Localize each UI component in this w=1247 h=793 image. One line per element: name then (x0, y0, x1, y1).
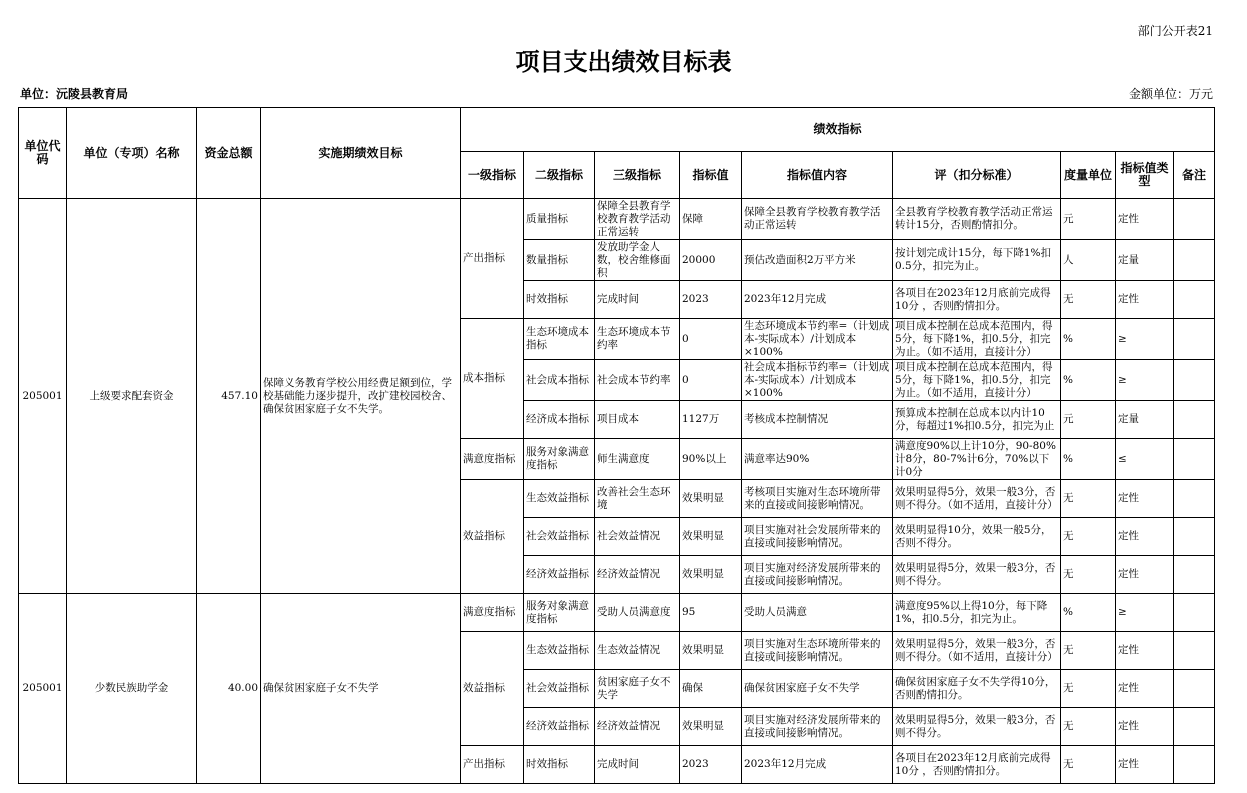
cell-note (1174, 401, 1215, 439)
cell-l3 (595, 199, 680, 240)
cell-measure (1061, 439, 1116, 480)
cell-note (1174, 518, 1215, 556)
cell-vtype-text: 定性 (1118, 530, 1139, 542)
project-name: 上级要求配套资金 (67, 199, 197, 594)
cell-vtype (1116, 518, 1174, 556)
header-perf: 绩效指标 (461, 108, 1215, 152)
cell-l2 (524, 319, 595, 360)
header-l2: 二级指标 (524, 152, 595, 199)
cell-note (1174, 746, 1215, 784)
cell-value-text: 保障 (682, 212, 703, 225)
cell-measure (1061, 480, 1116, 518)
cell-criteria (893, 319, 1061, 360)
cell-l2 (524, 632, 595, 670)
cell-l3 (595, 401, 680, 439)
cell-measure-text: 无 (1063, 293, 1074, 305)
header-vtype: 指标值类型 (1116, 152, 1174, 199)
cell-l2-text: 生态效益指标 (526, 492, 589, 504)
cell-criteria-text: 项目成本控制在总成本范围内，得5分，每下降1%，扣0.5分，扣完为止。（如不适用，直接计分） (895, 320, 1053, 358)
cell-vtype-text: 定性 (1118, 758, 1139, 770)
cell-measure (1061, 632, 1116, 670)
cell-measure (1061, 319, 1116, 360)
cell-measure (1061, 518, 1116, 556)
cell-vtype (1116, 319, 1174, 360)
cell-measure (1061, 281, 1116, 319)
cell-vtype (1116, 480, 1174, 518)
cell-l2 (524, 199, 595, 240)
cell-criteria (893, 746, 1061, 784)
cell-note (1174, 632, 1215, 670)
cell-l3-text: 保障全县教育学校教育教学活动正常运转 (597, 200, 671, 238)
cell-criteria-text: 效果明显得5分，效果一般3分，否则不得分。 (895, 561, 1056, 587)
cell-content-text: 社会成本指标节约率=（计划成本-实际成本）/计划成本×100% (744, 361, 890, 399)
cell-l3-text: 生态环境成本节约率 (597, 326, 671, 351)
cell-vtype-text: 定性 (1118, 720, 1139, 732)
cell-l2-text: 生态效益指标 (526, 644, 589, 656)
cell-value (680, 632, 742, 670)
cell-note (1174, 556, 1215, 594)
cell-value-text: 确保 (682, 682, 703, 694)
cell-content (742, 439, 893, 480)
cell-criteria (893, 439, 1061, 480)
cell-criteria (893, 360, 1061, 401)
cell-content (742, 746, 893, 784)
cell-measure (1061, 746, 1116, 784)
cell-criteria (893, 518, 1061, 556)
cell-content (742, 281, 893, 319)
level1-indicator: 满意度指标 (461, 439, 524, 480)
cell-l2-text: 时效指标 (526, 293, 568, 305)
cell-criteria (893, 708, 1061, 746)
cell-vtype-text: ≤ (1118, 452, 1127, 465)
cell-criteria-text: 按计划完成计15分，每下降1%扣0.5分，扣完为止。 (895, 247, 1052, 272)
table-number-tag: 部门公开表21 (1137, 24, 1213, 38)
cell-measure (1061, 670, 1116, 708)
cell-measure (1061, 708, 1116, 746)
cell-measure-text: 无 (1063, 758, 1074, 770)
cell-criteria-text: 项目成本控制在总成本范围内，得5分，每下降1%，扣0.5分，扣完为止。（如不适用，直接计分） (895, 361, 1053, 399)
cell-note (1174, 480, 1215, 518)
table-row (19, 199, 1215, 240)
cell-note (1174, 199, 1215, 240)
cell-vtype-text: ≥ (1118, 606, 1127, 618)
cell-value-text: 效果明显 (682, 492, 724, 504)
cell-value (680, 401, 742, 439)
cell-l3 (595, 670, 680, 708)
cell-l3-text: 生态效益情况 (597, 644, 660, 656)
performance-goal: 保障义务教育学校公用经费足额到位，学校基础能力逐步提升，改扩建校园校舍、确保贫困家庭子女不失学。 (261, 199, 461, 594)
project-name: 少数民族助学金 (67, 594, 197, 784)
cell-l3 (595, 319, 680, 360)
cell-criteria (893, 632, 1061, 670)
cell-criteria (893, 594, 1061, 632)
fund-amount: 457.10 (197, 199, 261, 594)
cell-note (1174, 708, 1215, 746)
cell-value (680, 319, 742, 360)
level1-indicator: 产出指标 (461, 199, 524, 319)
cell-content (742, 632, 893, 670)
cell-criteria-text: 效果明显得5分，效果一般3分，否则不得分。（如不适用，直接计分） (895, 637, 1058, 663)
cell-l2 (524, 360, 595, 401)
cell-vtype-text: 定性 (1118, 492, 1139, 504)
cell-vtype (1116, 360, 1174, 401)
cell-measure-text: 无 (1063, 644, 1074, 656)
cell-vtype-text: ≥ (1118, 373, 1127, 386)
cell-measure (1061, 401, 1116, 439)
cell-vtype (1116, 281, 1174, 319)
unit-label: 单位：沅陵县教育局 (20, 87, 129, 101)
header-criteria: 评（扣分标准） (893, 152, 1061, 199)
unit-code: 205001 (19, 199, 67, 594)
cell-criteria (893, 480, 1061, 518)
cell-value (680, 199, 742, 240)
cell-l3-text: 项目成本 (597, 413, 639, 425)
cell-l3 (595, 708, 680, 746)
cell-l2 (524, 670, 595, 708)
cell-content-text: 项目实施对经济发展所带来的直接或间接影响情况。 (744, 713, 881, 739)
cell-vtype (1116, 746, 1174, 784)
cell-l2-text: 时效指标 (526, 758, 568, 770)
cell-criteria (893, 240, 1061, 281)
cell-l3 (595, 439, 680, 480)
cell-vtype-text: 定性 (1118, 682, 1139, 694)
cell-criteria-text: 满意度95%以上得10分，每下降1%，扣0.5分，扣完为止。 (895, 599, 1048, 625)
cell-value (680, 746, 742, 784)
cell-l2 (524, 708, 595, 746)
header-content: 指标值内容 (742, 152, 893, 199)
header-goal: 实施期绩效目标 (261, 108, 461, 199)
cell-value-text: 2023 (682, 758, 709, 770)
cell-measure-text: 无 (1063, 530, 1074, 542)
cell-l2 (524, 746, 595, 784)
cell-content-text: 确保贫困家庭子女不失学 (744, 682, 860, 694)
cell-content (742, 518, 893, 556)
table-body (19, 199, 1215, 784)
cell-measure (1061, 360, 1116, 401)
cell-note (1174, 439, 1215, 480)
cell-l3 (595, 240, 680, 281)
header-measure: 度量单位 (1061, 152, 1116, 199)
performance-table (18, 107, 1215, 784)
cell-vtype (1116, 439, 1174, 480)
cell-l2-text: 社会效益指标 (526, 682, 589, 694)
cell-l3-text: 改善社会生态环境 (597, 485, 671, 511)
cell-value (680, 518, 742, 556)
cell-value (680, 670, 742, 708)
cell-vtype (1116, 199, 1174, 240)
cell-content-text: 项目实施对社会发展所带来的直接或间接影响情况。 (744, 523, 881, 549)
header-code: 单位代码 (19, 108, 67, 199)
cell-criteria (893, 401, 1061, 439)
cell-value (680, 360, 742, 401)
cell-measure-text: % (1063, 452, 1073, 465)
cell-l3-text: 完成时间 (597, 293, 639, 305)
cell-l3-text: 经济效益情况 (597, 568, 660, 580)
cell-l3-text: 完成时间 (597, 758, 639, 770)
cell-l3-text: 师生满意度 (597, 452, 650, 465)
cell-value-text: 0 (682, 373, 689, 386)
cell-vtype (1116, 670, 1174, 708)
cell-value-text: 效果明显 (682, 568, 724, 580)
cell-measure-text: % (1063, 373, 1073, 386)
cell-measure (1061, 199, 1116, 240)
cell-vtype (1116, 556, 1174, 594)
cell-note (1174, 670, 1215, 708)
cell-content (742, 319, 893, 360)
cell-content-text: 考核项目实施对生态环境所带来的直接或间接影响情况。 (744, 485, 881, 511)
cell-l2-text: 经济效益指标 (526, 568, 589, 580)
cell-vtype (1116, 708, 1174, 746)
cell-value (680, 281, 742, 319)
header-amount: 资金总额 (197, 108, 261, 199)
cell-content-text: 项目实施对生态环境所带来的直接或间接影响情况。 (744, 637, 881, 663)
cell-l2-text: 社会效益指标 (526, 530, 589, 542)
cell-value (680, 556, 742, 594)
cell-value (680, 594, 742, 632)
cell-measure (1061, 594, 1116, 632)
cell-value-text: 90%以上 (682, 452, 727, 465)
cell-value (680, 240, 742, 281)
cell-vtype-text: 定性 (1118, 212, 1139, 225)
cell-l2-text: 经济效益指标 (526, 720, 589, 732)
cell-value (680, 439, 742, 480)
cell-content-text: 满意率达90% (744, 452, 810, 465)
cell-content-text: 2023年12月完成 (744, 758, 827, 770)
cell-value-text: 95 (682, 606, 696, 618)
cell-vtype-text: 定性 (1118, 568, 1139, 580)
cell-l3 (595, 594, 680, 632)
cell-vtype (1116, 632, 1174, 670)
cell-l2-text: 服务对象满意度指标 (526, 599, 589, 625)
cell-value (680, 708, 742, 746)
level1-indicator: 满意度指标 (461, 594, 524, 632)
cell-l2-text: 经济成本指标 (526, 413, 589, 425)
cell-content (742, 556, 893, 594)
cell-value (680, 480, 742, 518)
cell-criteria (893, 670, 1061, 708)
cell-l2-text: 社会成本指标 (526, 373, 589, 386)
table-row (19, 594, 1215, 632)
cell-content-text: 2023年12月完成 (744, 293, 827, 305)
header-name: 单位（专项）名称 (67, 108, 197, 199)
cell-content (742, 480, 893, 518)
cell-measure-text: 无 (1063, 568, 1074, 580)
header-l1: 一级指标 (461, 152, 524, 199)
cell-l2-text: 服务对象满意度指标 (526, 446, 589, 471)
cell-criteria-text: 预算成本控制在总成本以内计10分，每超过1%扣0.5分，扣完为止 (895, 406, 1055, 432)
cell-l3 (595, 556, 680, 594)
cell-l3 (595, 632, 680, 670)
cell-measure (1061, 240, 1116, 281)
cell-vtype (1116, 240, 1174, 281)
performance-goal: 确保贫困家庭子女不失学 (261, 594, 461, 784)
cell-l2 (524, 556, 595, 594)
cell-l2-text: 质量指标 (526, 212, 568, 225)
cell-note (1174, 240, 1215, 281)
cell-measure-text: 元 (1063, 413, 1074, 425)
cell-content-text: 生态环境成本节约率=（计划成本-实际成本）/计划成本×100% (744, 320, 890, 358)
cell-content (742, 670, 893, 708)
unit-code: 205001 (19, 594, 67, 784)
cell-l3-text: 发放助学金人数，校舍维修面积 (597, 241, 671, 279)
cell-measure-text: 无 (1063, 720, 1074, 732)
cell-criteria-text: 效果明显得5分，效果一般3分，否则不得分。（如不适用，直接计分） (895, 485, 1058, 511)
cell-criteria-text: 效果明显得10分，效果一般5分，否则不得分。 (895, 523, 1052, 549)
cell-vtype-text: 定量 (1118, 413, 1139, 425)
cell-l2 (524, 240, 595, 281)
cell-l3 (595, 281, 680, 319)
cell-criteria-text: 全县教育学校教育教学活动正常运转计15分，否则酌情扣分。 (895, 206, 1053, 231)
cell-measure-text: 无 (1063, 682, 1074, 694)
cell-measure (1061, 556, 1116, 594)
header-note: 备注 (1174, 152, 1215, 199)
cell-content (742, 360, 893, 401)
cell-criteria (893, 281, 1061, 319)
level1-indicator: 成本指标 (461, 319, 524, 439)
cell-value-text: 效果明显 (682, 720, 724, 732)
cell-measure-text: % (1063, 606, 1073, 618)
cell-l2 (524, 401, 595, 439)
cell-note (1174, 594, 1215, 632)
cell-value-text: 效果明显 (682, 530, 724, 542)
cell-vtype-text: ≥ (1118, 332, 1127, 345)
cell-vtype-text: 定性 (1118, 644, 1139, 656)
cell-criteria-text: 满意度90%以上计10分，90-80%计8分，80-7%计6分，70%以下计0分 (895, 440, 1056, 478)
cell-l3 (595, 360, 680, 401)
cell-l3-text: 社会效益情况 (597, 530, 660, 542)
cell-content (742, 401, 893, 439)
page-title: 项目支出绩效目标表 (515, 48, 732, 76)
cell-content-text: 受助人员满意 (744, 606, 807, 618)
cell-measure-text: 人 (1063, 253, 1074, 266)
cell-criteria (893, 199, 1061, 240)
cell-criteria-text: 确保贫困家庭子女不失学得10分，否则酌情扣分。 (895, 675, 1056, 701)
cell-criteria-text: 各项目在2023年12月底前完成得10分 ，否则酌情扣分。 (895, 286, 1051, 312)
cell-criteria-text: 效果明显得5分，效果一般3分，否则不得分。 (895, 713, 1056, 739)
level1-indicator: 产出指标 (461, 746, 524, 784)
cell-value-text: 0 (682, 332, 689, 345)
cell-content (742, 594, 893, 632)
cell-l3-text: 经济效益情况 (597, 720, 660, 732)
cell-l2 (524, 439, 595, 480)
cell-l2 (524, 281, 595, 319)
cell-vtype-text: 定性 (1118, 293, 1139, 305)
cell-content-text: 考核成本控制情况 (744, 413, 828, 425)
cell-l2 (524, 518, 595, 556)
fund-amount: 40.00 (197, 594, 261, 784)
cell-measure-text: 元 (1063, 212, 1074, 225)
header-l3: 三级指标 (595, 152, 680, 199)
cell-vtype (1116, 594, 1174, 632)
cell-content (742, 708, 893, 746)
cell-criteria-text: 各项目在2023年12月底前完成得10分 ，否则酌情扣分。 (895, 751, 1051, 777)
cell-l2-text: 数量指标 (526, 253, 568, 266)
cell-l3 (595, 480, 680, 518)
cell-value-text: 1127万 (682, 413, 720, 425)
cell-l2 (524, 594, 595, 632)
cell-note (1174, 360, 1215, 401)
cell-measure-text: 无 (1063, 492, 1074, 504)
cell-content-text: 保障全县教育学校教育教学活动正常运转 (744, 206, 881, 231)
cell-content-text: 预估改造面积2万平方米 (744, 253, 856, 266)
cell-content (742, 199, 893, 240)
cell-l2-text: 生态环境成本指标 (526, 326, 589, 351)
cell-criteria (893, 556, 1061, 594)
cell-content-text: 项目实施对经济发展所带来的直接或间接影响情况。 (744, 561, 881, 587)
level1-indicator: 效益指标 (461, 632, 524, 746)
cell-l3 (595, 746, 680, 784)
level1-indicator: 效益指标 (461, 480, 524, 594)
cell-vtype (1116, 401, 1174, 439)
cell-vtype-text: 定量 (1118, 253, 1139, 266)
cell-note (1174, 281, 1215, 319)
money-unit-label: 金额单位：万元 (1128, 87, 1213, 101)
cell-l3-text: 社会成本节约率 (597, 373, 671, 386)
header-value: 指标值 (680, 152, 742, 199)
cell-l3 (595, 518, 680, 556)
cell-value-text: 2023 (682, 293, 709, 305)
cell-value-text: 20000 (682, 253, 716, 266)
cell-content (742, 240, 893, 281)
cell-l3-text: 贫困家庭子女不失学 (597, 675, 671, 701)
cell-l2 (524, 480, 595, 518)
cell-measure-text: % (1063, 332, 1073, 345)
cell-l3-text: 受助人员满意度 (597, 606, 671, 618)
cell-note (1174, 319, 1215, 360)
cell-value-text: 效果明显 (682, 644, 724, 656)
